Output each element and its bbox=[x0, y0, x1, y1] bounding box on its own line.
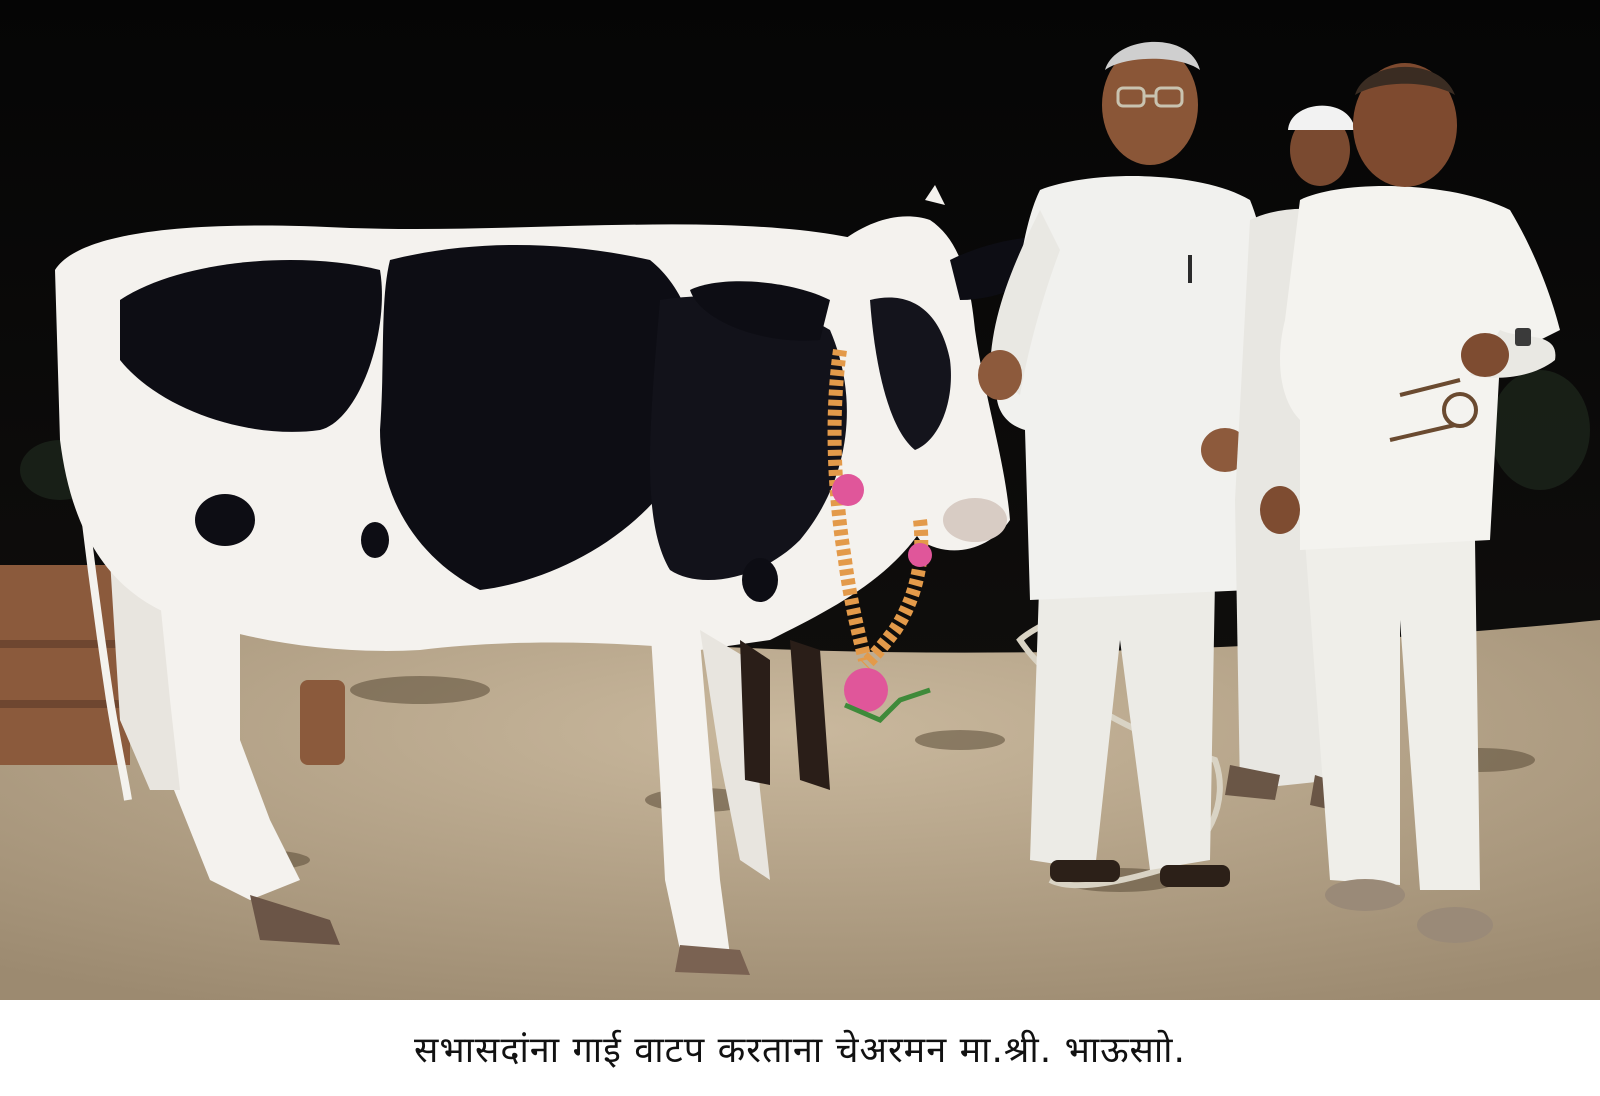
shoe-right bbox=[1417, 907, 1493, 943]
photo-caption: सभासदांना गाई वाटप करताना चेअरमन मा.श्री. भाऊसाो. bbox=[414, 1029, 1186, 1071]
left-hand bbox=[978, 350, 1022, 400]
right-hand bbox=[1461, 333, 1509, 377]
sandal-left bbox=[1050, 860, 1120, 882]
caption-strip bbox=[0, 1000, 1600, 1096]
sandal-right bbox=[1160, 865, 1230, 887]
cow-spot bbox=[195, 494, 255, 546]
garland-flower bbox=[832, 474, 864, 506]
cow-muzzle bbox=[943, 498, 1007, 542]
shoe-left bbox=[1325, 879, 1405, 911]
wristwatch bbox=[1515, 328, 1531, 346]
